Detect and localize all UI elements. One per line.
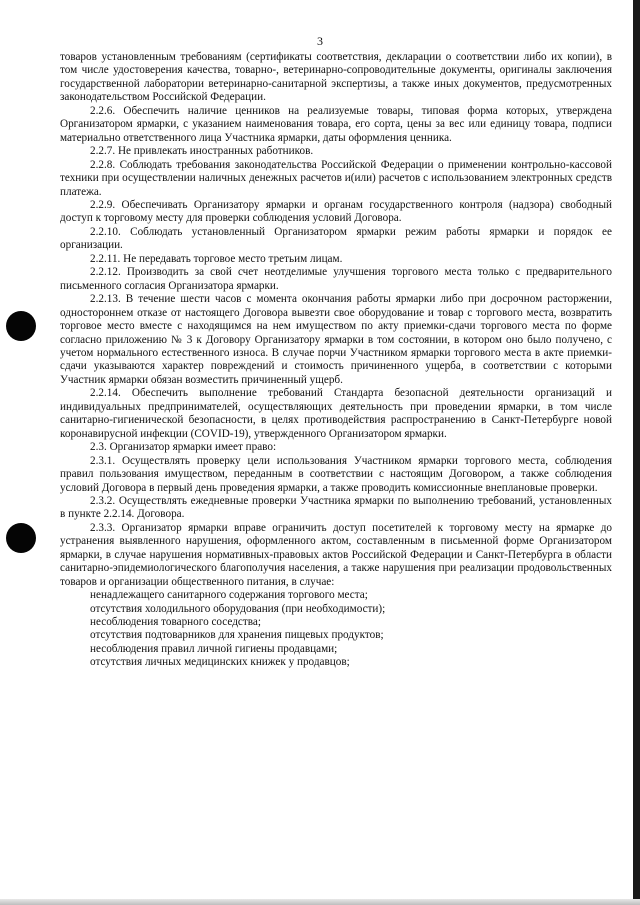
paragraph: 2.2.10. Соблюдать установленный Организатором ярмарки режим работы ярмарки и порядок ее организации. <box>60 225 612 252</box>
paragraph: 2.3.3. Организатор ярмарки вправе ограничить доступ посетителей к торговому месту на ярмарке до устранения выявленного нарушения, оформленного актом, составленным в письменной форме Организатором ярмарки, в случае нарушения нормативных-правовых актов Российской Федерации и Санкт-Петербурга в области санитарно-эпидемиологического благополучия населения, а также нарушения при реализации продовольственных товаров и организации общественного питания, в случае: <box>60 521 612 588</box>
list-item: отсутствия холодильного оборудования (при необходимости); <box>90 602 386 615</box>
list-item: несоблюдения правил личной гигиены продавцами; <box>90 642 338 655</box>
scan-bottom-edge <box>0 899 640 905</box>
paragraph: товаров установленным требованиям (сертификаты соответствия, декларации о соответствии либо их копии), в том числе удостоверения качества, товарно-, ветеринарно-сопроводительные документы, оригиналы заключения государственной лаборатории ветеринарно-санитарной экспертизы, а также иных документов, предусмотренных законодательством Российской Федерации. <box>60 51 612 104</box>
paragraph: 2.3.1. Осуществлять проверку цели использования Участником ярмарки торгового места, соблюдения правил пользования имуществом, переданным в соответствии с настоящим Договором, а также соблюдения условий Договора в первый день проведения ярмарки, а также проводить комиссионные внеплановые проверки. <box>60 454 612 494</box>
paragraph: 2.3. Организатор ярмарки имеет право: <box>90 441 277 454</box>
page-number: 3 <box>317 34 323 48</box>
paragraph: 2.2.13. В течение шести часов с момента окончания работы ярмарки либо при досрочном расторжении, одностороннем отказе от настоящего Договора вывезти свое оборудование и товар с торгового места, возвратить торговое место вместе с находящимся на нем имуществом по акту приемки-сдачи торгового места по форме согласно приложению № 3 к Договору Организатору ярмарки в том состоянии, в котором оно было получено, с учетом нормального естественного износа. В случае порчи Участником ярмарки торгового места в акте приемки-сдачи указываются характер повреждений и стоимость причиненного ущерба, в соответствии с которыми Участник ярмарки обязан возместить причиненный ущерб. <box>60 293 612 386</box>
scan-edge <box>633 0 640 905</box>
paragraph: 2.2.6. Обеспечить наличие ценников на реализуемые товары, типовая форма которых, утверждена Организатором ярмарки, с указанием наименования товара, его сорта, цены за вес или единицу товара, подписи материально ответственного лица Участника ярмарки, даты оформления ценника. <box>60 104 612 144</box>
list-item: несоблюдения товарного соседства; <box>90 616 261 629</box>
paragraph: 2.2.8. Соблюдать требования законодательства Российской Федерации о применении контрольно-кассовой техники при осуществлении наличных денежных расчетов и(или) расчетов с использованием электронных средств платежа. <box>60 158 612 198</box>
list-item: отсутствия личных медицинских книжек у продавцов; <box>90 656 350 669</box>
paragraph: 2.2.11. Не передавать торговое место третьим лицам. <box>90 252 343 265</box>
list-item: ненадлежащего санитарного содержания торгового места; <box>90 589 368 602</box>
punch-hole <box>6 523 36 553</box>
paragraph: 2.2.14. Обеспечить выполнение требований Стандарта безопасной деятельности организаций и индивидуальных предпринимателей, осуществляющих деятельность при проведении ярмарки, в том числе санитарно-гигиенической безопасности, в целях противодействия распространению в Санкт-Петербурге новой коронавирусной инфекции (COVID-19), утвержденного Организатором ярмарки. <box>60 387 612 440</box>
paragraph: 2.2.7. Не привлекать иностранных работников. <box>90 145 314 158</box>
paragraph: 2.2.9. Обеспечивать Организатору ярмарки и органам государственного контроля (надзора) свободный доступ к торговому месту для проверки соблюдения условий Договора. <box>60 198 612 225</box>
punch-hole <box>6 311 36 341</box>
list-item: отсутствия подтоварников для хранения пищевых продуктов; <box>90 629 384 642</box>
paragraph: 2.3.2. Осуществлять ежедневные проверки Участника ярмарки по выполнению требований, установленных в пункте 2.2.14. Договора. <box>60 494 612 521</box>
paragraph: 2.2.12. Производить за свой счет неотделимые улучшения торгового места только с предварительного письменного согласия Организатора ярмарки. <box>60 266 612 292</box>
document-body <box>60 51 612 670</box>
